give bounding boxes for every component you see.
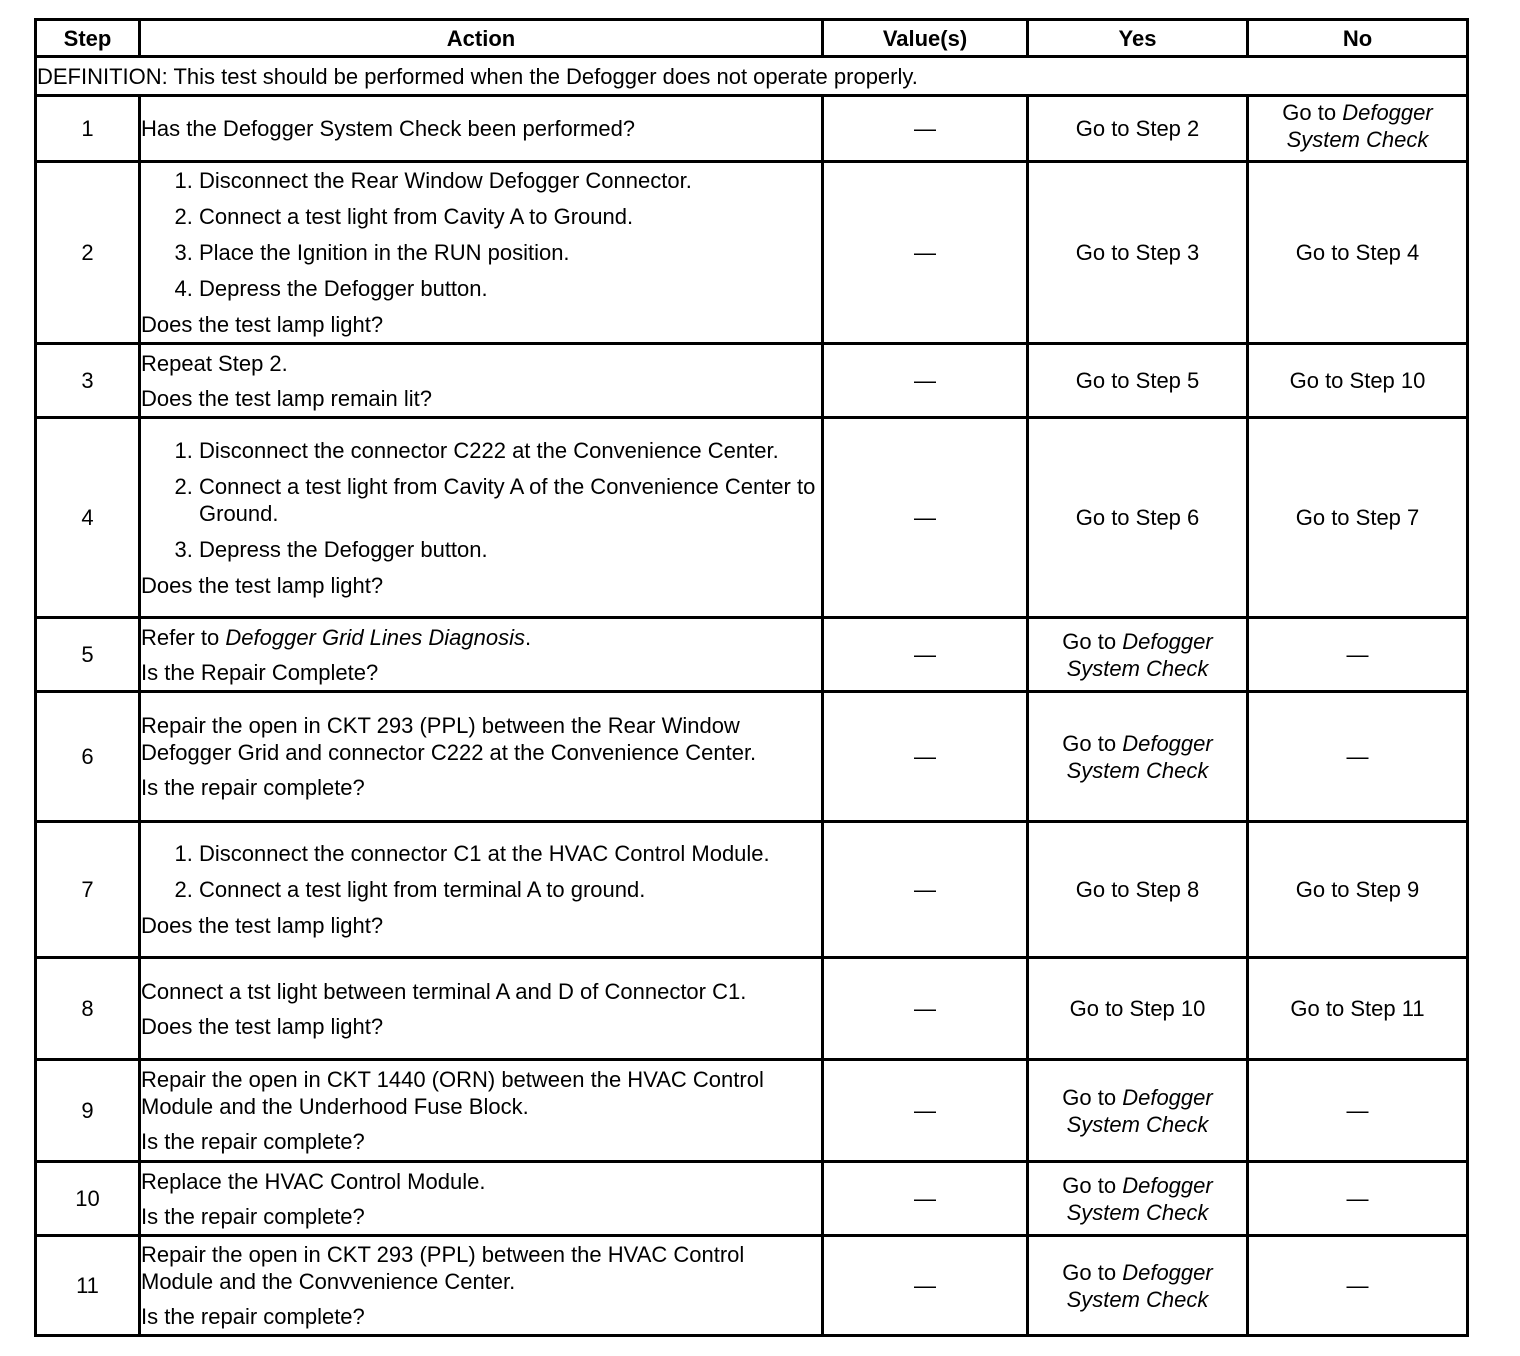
- no-cell: Go to Step 9: [1248, 822, 1468, 958]
- yes-cell: Go to Step 6: [1028, 418, 1248, 618]
- table-row: [36, 1060, 1468, 1162]
- value-cell: —: [823, 1060, 1028, 1162]
- action-cell: [140, 692, 823, 822]
- yes-cell: Go to Step 3: [1028, 162, 1248, 344]
- action-list: [141, 167, 821, 302]
- yes-cell: Go to Step 10: [1028, 958, 1248, 1060]
- question-text: Is the repair complete?: [141, 775, 365, 800]
- table-row: [36, 692, 1468, 822]
- question-text: Does the test lamp remain lit?: [141, 385, 433, 411]
- list-item: 2. Connect a test light from Cavity A to Ground.: [199, 203, 821, 230]
- action-list: [141, 437, 821, 563]
- diagnostic-table: [34, 18, 1469, 1337]
- step-number: 4: [36, 418, 140, 618]
- value-cell: —: [823, 96, 1028, 162]
- yes-italic-link: Defogger System Check: [1066, 1259, 1213, 1312]
- action-text: Repair the open in CKT 293 (PPL) between the Rear Window Defogger Grid and connector C222 at the Convenience Center.: [141, 713, 757, 765]
- step-number: 5: [36, 618, 140, 692]
- value-cell: —: [823, 1236, 1028, 1336]
- no-cell: —: [1248, 618, 1468, 692]
- yes-cell: [1028, 692, 1248, 822]
- table-row: [36, 344, 1468, 418]
- question-text: Is the Repair Complete?: [141, 659, 379, 685]
- header-yes: Yes: [1028, 20, 1248, 57]
- yes-prefix: Go to: [1062, 1084, 1123, 1110]
- yes-cell: Go to Step 2: [1028, 96, 1248, 162]
- no-cell: Go to Step 4: [1248, 162, 1468, 344]
- no-cell: Go to Step 10: [1248, 344, 1468, 418]
- list-item: 3. Depress the Defogger button.: [199, 536, 821, 563]
- question-text: Is the repair complete?: [141, 1203, 365, 1229]
- table-row: [36, 822, 1468, 958]
- action-suffix: .: [524, 624, 532, 650]
- yes-italic-link: Defogger System Check: [1066, 628, 1213, 681]
- value-cell: —: [823, 618, 1028, 692]
- table-row: [36, 162, 1468, 344]
- step-number: 1: [36, 96, 140, 162]
- question-text: Does the test lamp light?: [141, 913, 384, 938]
- action-prefix: Refer to: [141, 624, 226, 650]
- action-cell: [140, 1060, 823, 1162]
- value-cell: —: [823, 418, 1028, 618]
- step-number: 10: [36, 1162, 140, 1236]
- action-text: Repeat Step 2.: [141, 350, 288, 376]
- no-cell: [1248, 96, 1468, 162]
- table-row: [36, 618, 1468, 692]
- question-text: Is the repair complete?: [141, 1129, 365, 1154]
- action-text: Has the Defogger System Check been performed?: [141, 116, 636, 141]
- no-cell: —: [1248, 1060, 1468, 1162]
- list-item: 3. Place the Ignition in the RUN position.: [199, 239, 821, 266]
- header-values: Value(s): [823, 20, 1028, 57]
- list-item: 4. Depress the Defogger button.: [199, 275, 821, 302]
- action-cell: [140, 822, 823, 958]
- yes-italic-link: Defogger System Check: [1066, 1172, 1213, 1225]
- question-text: Does the test lamp light?: [141, 312, 384, 337]
- step-number: 6: [36, 692, 140, 822]
- question-text: Does the test lamp light?: [141, 572, 384, 598]
- action-cell: [140, 344, 823, 418]
- action-text: [141, 624, 821, 651]
- yes-cell: [1028, 1060, 1248, 1162]
- yes-prefix: Go to: [1062, 628, 1123, 654]
- list-item: 2. Connect a test light from terminal A to ground.: [199, 876, 821, 903]
- action-cell: [140, 418, 823, 618]
- step-number: 8: [36, 958, 140, 1060]
- definition-row: [36, 57, 1468, 96]
- action-text: Repair the open in CKT 1440 (ORN) between the HVAC Control Module and the Underhood Fuse Block.: [141, 1067, 764, 1119]
- value-cell: —: [823, 822, 1028, 958]
- step-number: 9: [36, 1060, 140, 1162]
- table-row: [36, 958, 1468, 1060]
- value-cell: —: [823, 344, 1028, 418]
- list-item: 1. Disconnect the Rear Window Defogger Connector.: [199, 167, 821, 194]
- no-cell: Go to Step 11: [1248, 958, 1468, 1060]
- step-number: 2: [36, 162, 140, 344]
- yes-cell: [1028, 618, 1248, 692]
- table-row: [36, 418, 1468, 618]
- action-italic-link: Defogger Grid Lines Diagnosis: [225, 624, 525, 650]
- value-cell: —: [823, 162, 1028, 344]
- action-cell: [140, 1236, 823, 1336]
- yes-cell: Go to Step 8: [1028, 822, 1248, 958]
- no-cell: —: [1248, 692, 1468, 822]
- question-text: Is the repair complete?: [141, 1304, 365, 1329]
- definition-text: DEFINITION: This test should be performed when the Defogger does not operate properly.: [36, 57, 1468, 96]
- action-cell: [140, 96, 823, 162]
- no-cell: Go to Step 7: [1248, 418, 1468, 618]
- yes-cell: [1028, 1236, 1248, 1336]
- action-cell: [140, 618, 823, 692]
- no-cell: —: [1248, 1162, 1468, 1236]
- no-cell: —: [1248, 1236, 1468, 1336]
- value-cell: —: [823, 1162, 1028, 1236]
- table-row: [36, 96, 1468, 162]
- list-item: 1. Disconnect the connector C222 at the Convenience Center.: [199, 437, 821, 464]
- header-row: [36, 20, 1468, 57]
- action-cell: [140, 1162, 823, 1236]
- table-row: [36, 1236, 1468, 1336]
- list-item: 2. Connect a test light from Cavity A of the Convenience Center to Ground.: [199, 473, 821, 527]
- value-cell: —: [823, 958, 1028, 1060]
- list-item: 1. Disconnect the connector C1 at the HVAC Control Module.: [199, 840, 821, 867]
- yes-prefix: Go to: [1062, 1259, 1123, 1285]
- table-row: [36, 1162, 1468, 1236]
- yes-cell: Go to Step 5: [1028, 344, 1248, 418]
- no-italic-link: Defogger System Check: [1286, 100, 1433, 152]
- action-list: [141, 840, 821, 903]
- step-number: 7: [36, 822, 140, 958]
- no-prefix: Go to: [1282, 100, 1343, 125]
- yes-cell: [1028, 1162, 1248, 1236]
- header-step: Step: [36, 20, 140, 57]
- question-text: Does the test lamp light?: [141, 1013, 384, 1039]
- header-action: Action: [140, 20, 823, 57]
- value-cell: —: [823, 692, 1028, 822]
- yes-italic-link: Defogger System Check: [1066, 1084, 1213, 1137]
- step-number: 11: [36, 1236, 140, 1336]
- header-no: No: [1248, 20, 1468, 57]
- yes-prefix: Go to: [1062, 730, 1123, 756]
- step-number: 3: [36, 344, 140, 418]
- action-text: Connect a tst light between terminal A and D of Connector C1.: [141, 978, 747, 1004]
- action-cell: [140, 958, 823, 1060]
- yes-italic-link: Defogger System Check: [1066, 730, 1213, 783]
- yes-prefix: Go to: [1062, 1172, 1123, 1198]
- action-text: Repair the open in CKT 293 (PPL) between the HVAC Control Module and the Convvenience Center.: [141, 1242, 745, 1294]
- action-cell: [140, 162, 823, 344]
- action-text: Replace the HVAC Control Module.: [141, 1168, 486, 1194]
